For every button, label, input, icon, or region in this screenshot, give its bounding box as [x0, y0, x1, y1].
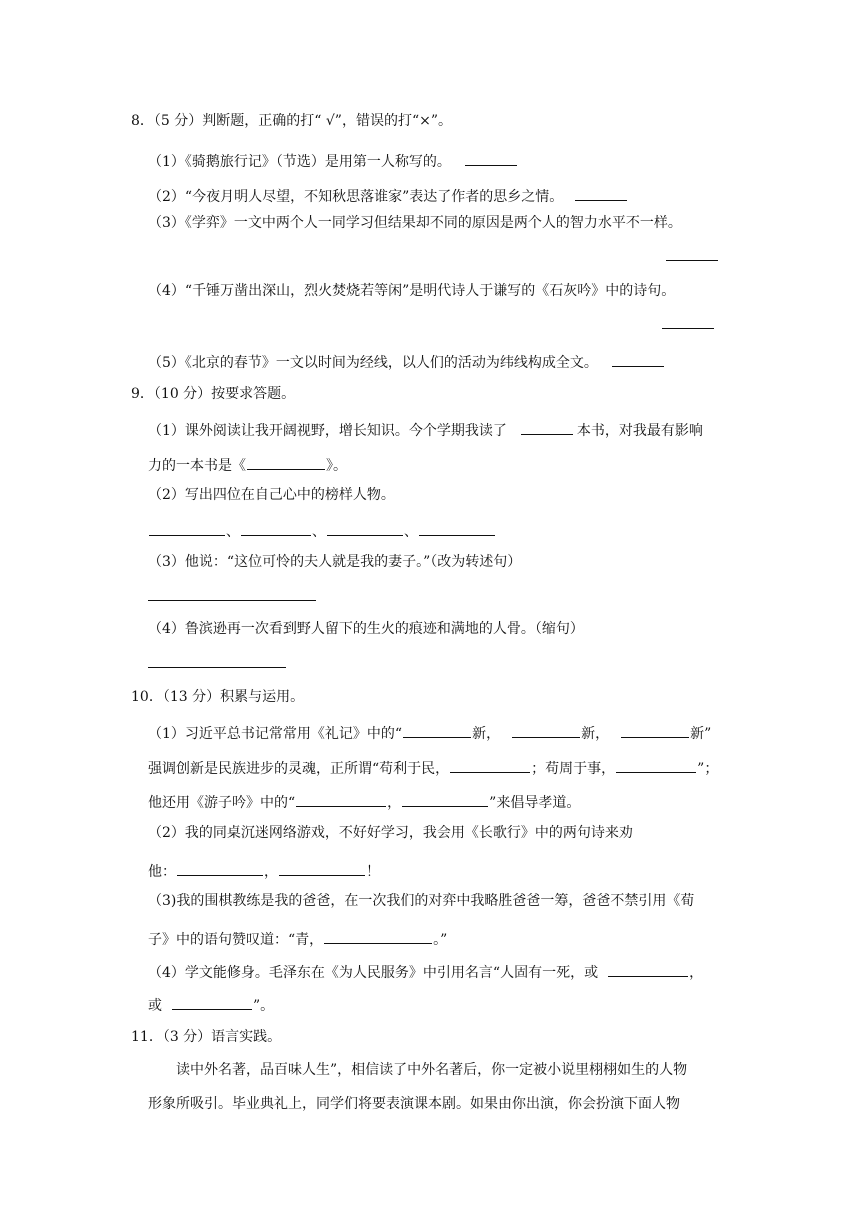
q10-text: 或 [148, 998, 162, 1014]
answer-blank[interactable] [512, 723, 580, 738]
q9-part-1-text-d: 》。 [326, 458, 347, 474]
q10-text: 强调创新是民族进步的灵魂，正所谓“苟利于民， [148, 761, 450, 777]
q11-number: 11． [131, 1029, 163, 1045]
answer-blank[interactable] [616, 758, 696, 773]
q10-part-2-cont [148, 861, 380, 879]
q10-heading [131, 690, 304, 704]
answer-blank[interactable] [402, 792, 488, 807]
q10-text: （4）学文能修身。毛泽东在《为人民服务》中引用名言“人固有一死，或 [148, 965, 599, 981]
q9-part-1-text: （1）课外阅读让我开阔视野，增长知识。今个学期我读了 [148, 423, 507, 439]
q11-paragraph-line-2 [148, 1097, 680, 1111]
q9-part-4 [148, 622, 584, 636]
q10-text: （1）习近平总书记常常用《礼记》中的“ [148, 726, 403, 742]
q10-number: 10． [131, 689, 163, 705]
q8-item-1-text: （1）《骑鹅旅行记》（节选）是用第一人称写的。 [148, 154, 451, 170]
answer-blank[interactable] [662, 328, 714, 329]
q8-item-2 [148, 186, 628, 204]
q10-text: 新， [581, 726, 610, 742]
q8-item-2-text: （2）“今夜月明人尽望，不知秋思落谁家”表达了作者的思乡之情。 [148, 189, 564, 205]
q10-part-1-cont2 [148, 792, 580, 810]
q11-paragraph-line-1 [176, 1063, 687, 1077]
q10-text: ！ [366, 864, 380, 880]
q10-part-3 [148, 894, 694, 908]
q8-item-3 [148, 216, 682, 230]
q9-part-2-text: （2）写出四位在自己心中的榜样人物。 [148, 487, 395, 503]
answer-blank[interactable] [612, 352, 664, 367]
q10-part-2 [148, 826, 633, 840]
q10-part-1-cont [148, 758, 718, 776]
q8-item-1 [148, 151, 518, 169]
q9-part-1-text-b: 本书，对我最有影响 [576, 423, 703, 439]
answer-blank[interactable] [403, 723, 471, 738]
q8-item-5-text: （5）《北京的春节》一文以时间为经线，以人们的活动为纬线构成全文。 [148, 355, 598, 371]
q9-number: 9． [131, 386, 154, 402]
answer-blank[interactable] [296, 792, 386, 807]
q8-stem: （5 分）判断题，正确的打“ √”，错误的打“×”。 [153, 113, 453, 129]
q9-part-4-text: （4）鲁滨逊再一次看到野人留下的生火的痕迹和满地的人骨。（缩句） [148, 621, 584, 637]
answer-blank[interactable] [279, 861, 365, 876]
q9-part-3 [148, 555, 521, 569]
q10-part-4-cont [148, 995, 274, 1013]
answer-blank[interactable] [241, 521, 311, 536]
q10-text: 他还用《游子吟》中的“ [148, 795, 296, 811]
q11-heading [131, 1030, 281, 1044]
answer-blank[interactable] [177, 861, 263, 876]
q10-text: 他： [148, 864, 176, 880]
q10-text: 新， [472, 726, 501, 742]
q9-part-1-text-c: 力的一本书是《 [148, 458, 246, 474]
q8-heading [131, 114, 452, 128]
answer-blank[interactable] [148, 667, 286, 668]
answer-blank[interactable] [172, 995, 252, 1010]
answer-blank[interactable] [465, 151, 517, 166]
q10-text: ， [689, 965, 704, 981]
q10-text: 新” [690, 726, 712, 742]
q8-item-3-text: （3）《学弈》一文中两个人一同学习但结果却不同的原因是两个人的智力水平不一样。 [148, 215, 682, 231]
separator: 、 [226, 524, 240, 540]
q10-text: ， [264, 864, 278, 880]
answer-blank[interactable] [608, 962, 688, 977]
q10-text: ， [387, 795, 402, 811]
q10-text: ”。 [253, 998, 275, 1014]
q10-part-1 [148, 723, 711, 741]
answer-blank[interactable] [575, 186, 627, 201]
q10-text: 子》中的语句赞叹道：“青， [148, 932, 324, 948]
q11-stem: （3 分）语言实践。 [162, 1029, 282, 1045]
q8-item-4 [148, 284, 675, 298]
q9-part-1 [148, 420, 703, 438]
separator: 、 [312, 524, 326, 540]
q9-part-1-cont [148, 455, 347, 473]
separator: 、 [404, 524, 418, 540]
q10-text: ”来倡导孝道。 [489, 795, 581, 811]
q8-item-5 [148, 352, 665, 370]
answer-blank[interactable] [521, 420, 573, 435]
q11-text: 读中外名著，品百味人生”，相信读了中外名著后，你一定被小说里栩栩如生的人物 [176, 1062, 688, 1078]
answer-blank[interactable] [324, 929, 432, 944]
answer-blank[interactable] [327, 521, 403, 536]
q9-part-2 [148, 488, 395, 502]
q8-item-4-text: （4）“千锤万凿出深山，烈火焚烧若等闲”是明代诗人于谦写的《石灰吟》中的诗句。 [148, 283, 676, 299]
q10-text: （2）我的同桌沉迷网络游戏，不好好学习，我会用《长歌行》中的两句诗来劝 [148, 825, 633, 841]
q9-stem: （10 分）按要求答题。 [153, 386, 296, 402]
q10-stem: （13 分）积累与运用。 [162, 689, 305, 705]
q8-number: 8． [131, 113, 154, 129]
q10-text: ；苟周于事， [531, 761, 616, 777]
q10-text: （3)我的围棋教练是我的爸爸，在一次我们的对弈中我略胜爸爸一筹，爸爸不禁引用《荀 [148, 893, 695, 909]
answer-blank[interactable] [666, 260, 718, 261]
answer-blank[interactable] [148, 600, 316, 601]
q11-text: 形象所吸引。毕业典礼上，同学们将要表演课本剧。如果由你出演，你会扮演下面人物 [148, 1096, 680, 1112]
q10-part-3-cont [148, 929, 447, 947]
q9-heading [131, 387, 295, 401]
answer-blank[interactable] [621, 723, 689, 738]
q10-part-4 [148, 962, 703, 980]
answer-blank[interactable] [450, 758, 530, 773]
answer-blank[interactable] [149, 521, 225, 536]
q9-part-2-blanks [148, 521, 496, 539]
q10-text: 。” [433, 932, 448, 948]
q10-text: ”； [697, 761, 719, 777]
q9-part-3-text: （3）他说：“这位可怜的夫人就是我的妻子。”（改为转述句） [148, 554, 522, 570]
answer-blank[interactable] [419, 521, 495, 536]
answer-blank[interactable] [247, 455, 325, 470]
